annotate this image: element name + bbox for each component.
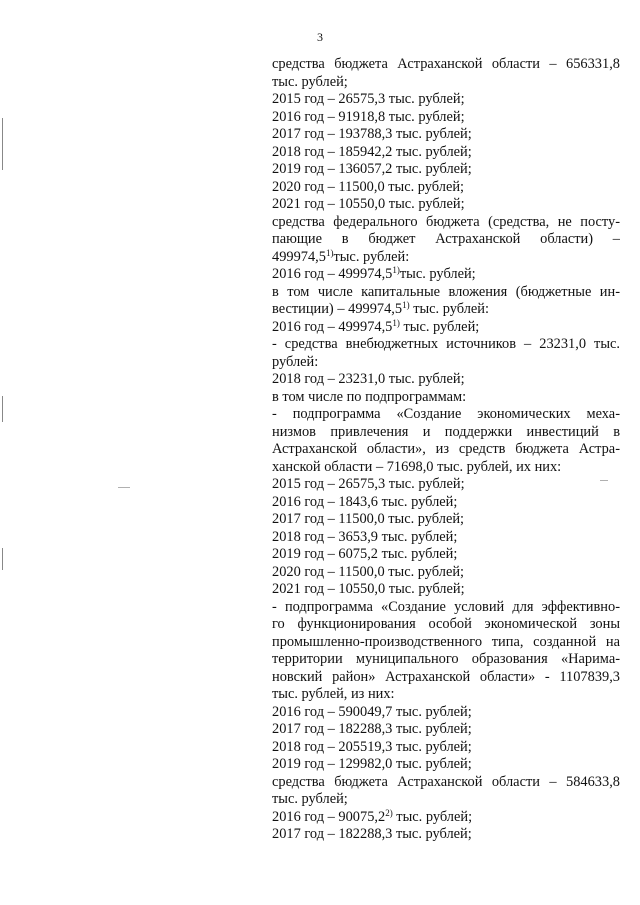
text-line-continuation: тыс. рублей: <box>409 301 489 317</box>
text-line <box>272 424 620 442</box>
text-line-content: средства бюджета Астраханской области – 656331,8 <box>272 56 620 72</box>
text-line-content: 2015 год – 26575,3 тыс. рублей; <box>272 476 465 492</box>
text-line-content: 2018 год – 3653,9 тыс. рублей; <box>272 528 458 545</box>
text-line <box>272 266 620 284</box>
text-line-content: средства федерального бюджета (средства, не посту- <box>272 213 620 230</box>
text-line-content: территории муниципального образования «Нарима- <box>272 651 620 667</box>
text-line-content: 2021 год – 10550,0 тыс. рублей; <box>272 196 465 212</box>
text-line <box>272 319 620 337</box>
text-line-content: рублей: <box>272 353 319 370</box>
text-line-content: вестиции) – 499974,5 <box>272 301 403 317</box>
text-line <box>272 406 620 424</box>
text-line-content: 2016 год – 590049,7 тыс. рублей; <box>272 703 472 720</box>
footnote-marker: 2) <box>385 807 393 818</box>
text-line-content: 2019 год – 6075,2 тыс. рублей; <box>272 546 458 562</box>
text-line <box>272 336 620 354</box>
text-line-content: 499974,5 <box>272 248 326 265</box>
text-line-content: 2019 год – 136057,2 тыс. рублей; <box>272 161 472 177</box>
text-line-content: ханской области – 71698,0 тыс. рублей, их них: <box>272 458 562 475</box>
footnote-marker: 1) <box>392 317 400 328</box>
text-line <box>272 634 620 652</box>
text-line <box>272 564 620 582</box>
text-line <box>272 599 620 617</box>
text-line-content: средства бюджета Астраханской области – 584633,8 <box>272 773 620 790</box>
text-line <box>272 651 620 669</box>
text-line <box>272 791 620 809</box>
text-line-continuation: тыс. рублей; <box>392 808 473 825</box>
text-line <box>272 179 620 197</box>
text-line-content: 2016 год – 499974,5 <box>272 318 393 335</box>
text-line-content: 2016 год – 91918,8 тыс. рублей; <box>272 108 465 125</box>
text-line-content: Астраханской области», из средств бюджета Астра- <box>272 441 620 457</box>
text-line <box>272 161 620 179</box>
text-line-content: 2016 год – 90075,2 <box>272 808 386 825</box>
text-line <box>272 686 620 704</box>
text-line-content: - средства внебюджетных источников – 23231,0 тыс. <box>272 336 620 352</box>
text-line-content: 2020 год – 11500,0 тыс. рублей; <box>272 563 465 580</box>
text-line <box>272 74 620 92</box>
scan-speck <box>118 487 130 488</box>
text-line <box>272 774 620 792</box>
text-line <box>272 249 620 267</box>
text-line-content: 2018 год – 185942,2 тыс. рублей; <box>272 143 472 160</box>
text-line <box>272 109 620 127</box>
text-line-content: промышленно-производственного типа, созданной на <box>272 633 620 650</box>
text-line <box>272 809 620 827</box>
text-line-content: го функционирования особой экономической зоны <box>272 616 620 632</box>
left-margin-rule <box>2 396 3 422</box>
text-line <box>272 231 620 249</box>
text-line-content: 2021 год – 10550,0 тыс. рублей; <box>272 581 465 597</box>
text-line <box>272 494 620 512</box>
text-line <box>272 196 620 214</box>
text-line-content: 2019 год – 129982,0 тыс. рублей; <box>272 756 472 772</box>
body-text <box>272 56 620 844</box>
text-line <box>272 354 620 372</box>
text-line-content: в том числе по подпрограммам: <box>272 388 467 405</box>
text-line <box>272 144 620 162</box>
text-line <box>272 756 620 774</box>
text-line-content: 2017 год – 193788,3 тыс. рублей; <box>272 126 472 142</box>
text-line <box>272 389 620 407</box>
text-line-content: 2016 год – 499974,5 <box>272 266 393 282</box>
text-line-content: 2018 год – 23231,0 тыс. рублей; <box>272 371 465 387</box>
text-line <box>272 826 620 844</box>
text-line <box>272 529 620 547</box>
text-line <box>272 511 620 529</box>
text-line-content: 2017 год – 11500,0 тыс. рублей; <box>272 511 465 527</box>
text-line-content: новский район» Астраханской области» - 1107839,3 <box>272 668 620 685</box>
text-line <box>272 581 620 599</box>
text-line-content: - подпрограмма «Создание экономических меха- <box>272 406 620 422</box>
text-line-content: тыс. рублей, из них: <box>272 686 395 702</box>
text-line-content: 2020 год – 11500,0 тыс. рублей; <box>272 178 465 195</box>
left-margin-rule <box>2 118 3 170</box>
text-line <box>272 91 620 109</box>
text-line-continuation: тыс. рублей: <box>333 248 410 265</box>
text-line <box>272 301 620 319</box>
text-line-content: 2016 год – 1843,6 тыс. рублей; <box>272 493 458 510</box>
footnote-marker: 1) <box>325 247 334 258</box>
text-line <box>272 126 620 144</box>
text-line <box>272 616 620 634</box>
text-line-content: 2017 год – 182288,3 тыс. рублей; <box>272 826 472 842</box>
text-line-continuation: тыс. рублей; <box>399 266 476 282</box>
footnote-marker: 1) <box>392 265 400 275</box>
text-line-content: 2018 год – 205519,3 тыс. рублей; <box>272 738 472 755</box>
page-number: 3 <box>317 30 323 44</box>
text-line <box>272 441 620 459</box>
text-line <box>272 704 620 722</box>
text-line-content: тыс. рублей; <box>272 73 348 90</box>
text-line <box>272 284 620 302</box>
text-line-content: в том числе капитальные вложения (бюджетные ин- <box>272 283 620 300</box>
text-line-content: - подпрограмма «Создание условий для эффективно- <box>272 598 620 615</box>
text-line-content: пающие в бюджет Астраханской области) – <box>272 231 620 247</box>
text-line <box>272 476 620 494</box>
text-line-content: 2015 год – 26575,3 тыс. рублей; <box>272 91 465 107</box>
text-line <box>272 56 620 74</box>
text-line-content: низмов привлечения и поддержки инвестиций в <box>272 423 620 440</box>
text-line-continuation: тыс. рублей; <box>399 318 480 335</box>
text-line <box>272 371 620 389</box>
text-line <box>272 669 620 687</box>
text-line <box>272 459 620 477</box>
text-line <box>272 721 620 739</box>
text-line-content: тыс. рублей; <box>272 791 348 807</box>
text-line-content: 2017 год – 182288,3 тыс. рублей; <box>272 721 472 737</box>
text-line <box>272 214 620 232</box>
footnote-marker: 1) <box>402 300 410 310</box>
text-line <box>272 739 620 757</box>
text-line <box>272 546 620 564</box>
left-margin-rule <box>2 548 3 570</box>
